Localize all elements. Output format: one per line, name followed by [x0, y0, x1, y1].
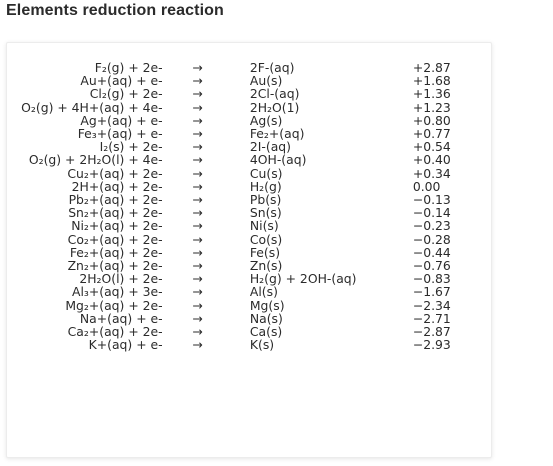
reactant-cell: Au+(aq) + e- — [80, 73, 163, 89]
potential-cell: −0.14 — [412, 205, 451, 221]
potential-cell: −0.13 — [412, 192, 451, 208]
arrow-icon: → — [192, 231, 203, 247]
table-row — [13, 299, 491, 312]
arrow-icon: → — [192, 73, 203, 89]
potential-cell: −0.83 — [412, 271, 451, 287]
arrow-icon: → — [192, 324, 203, 340]
arrow-icon: → — [192, 152, 203, 168]
potential-cell: 0.00 — [412, 178, 441, 194]
reactant-cell: I₂(s) + 2e- — [99, 139, 163, 155]
potential-cell: −0.76 — [412, 258, 451, 274]
product-cell: 2Cl-(aq) — [249, 86, 300, 102]
product-cell: Mg(s) — [249, 297, 285, 313]
reactant-cell: Fe₂+(aq) + 2e- — [69, 244, 163, 260]
reactant-cell: Al₃+(aq) + 3e- — [71, 284, 163, 300]
potential-cell: +1.36 — [412, 86, 451, 102]
reactant-cell: Mg₂+(aq) + 2e- — [65, 297, 163, 313]
reactant-cell: Ni₂+(aq) + 2e- — [71, 218, 163, 234]
arrow-icon: → — [192, 258, 203, 274]
reactant-cell: Zn₂+(aq) + 2e- — [67, 258, 163, 274]
reactant-cell: Fe₃+(aq) + e- — [77, 126, 163, 142]
arrow-icon: → — [192, 165, 203, 181]
arrow-icon: → — [192, 205, 203, 221]
product-cell: Fe(s) — [249, 244, 281, 260]
product-cell: Cu(s) — [249, 165, 283, 181]
reactant-cell: Sn₂+(aq) + 2e- — [68, 205, 163, 221]
product-cell: K(s) — [249, 337, 275, 353]
reactant-cell: O₂(g) + 2H₂O(l) + 4e- — [28, 152, 163, 168]
potential-cell: +2.87 — [412, 60, 451, 75]
potential-cell: +0.77 — [412, 126, 451, 142]
page-title: Elements reduction reaction — [6, 2, 224, 19]
potential-cell: −2.34 — [412, 297, 451, 313]
reactant-cell: O₂(g) + 4H+(aq) + 4e- — [21, 99, 163, 115]
reactions-card — [6, 42, 492, 458]
reduction-table — [13, 61, 491, 351]
product-cell: Fe₂+(aq) — [249, 126, 305, 142]
arrow-icon: → — [192, 244, 203, 260]
reactant-cell: Cl₂(g) + 2e- — [89, 86, 163, 102]
potential-cell: +0.54 — [412, 139, 451, 155]
table-row — [13, 233, 491, 246]
product-cell: H₂(g) — [249, 178, 282, 194]
product-cell: 2I-(aq) — [249, 139, 291, 155]
product-cell: Ag(s) — [249, 112, 283, 128]
table-row — [13, 87, 491, 100]
arrow-icon: → — [192, 60, 203, 75]
arrow-icon: → — [192, 284, 203, 300]
reactant-cell: Co₂+(aq) + 2e- — [67, 231, 163, 247]
arrow-icon: → — [192, 178, 203, 194]
table-row — [13, 167, 491, 180]
product-cell: Au(s) — [249, 73, 283, 89]
product-cell: Na(s) — [249, 310, 283, 326]
table-row — [13, 101, 491, 114]
potential-cell: −0.28 — [412, 231, 451, 247]
table-row — [13, 338, 491, 351]
arrow-icon: → — [192, 139, 203, 155]
arrow-icon: → — [192, 99, 203, 115]
product-cell: Al(s) — [249, 284, 278, 300]
table-row — [13, 285, 491, 298]
arrow-icon: → — [192, 337, 203, 353]
reactant-cell: 2H+(aq) + 2e- — [71, 178, 163, 194]
reactant-cell: K+(aq) + e- — [88, 337, 163, 353]
potential-cell: +1.68 — [412, 73, 451, 89]
product-cell: 2H₂O(1) — [249, 99, 300, 115]
product-cell: H₂(g) + 2OH-(aq) — [249, 271, 357, 287]
product-cell: 2F-(aq) — [249, 60, 295, 75]
reactant-cell: Pb₂+(aq) + 2e- — [68, 192, 163, 208]
product-cell: Sn(s) — [249, 205, 282, 221]
product-cell: Ni(s) — [249, 218, 279, 234]
arrow-icon: → — [192, 310, 203, 326]
table-row — [13, 153, 491, 166]
potential-cell: −0.44 — [412, 244, 451, 260]
arrow-icon: → — [192, 297, 203, 313]
arrow-icon: → — [192, 271, 203, 287]
reactant-cell: Na+(aq) + e- — [79, 310, 163, 326]
potential-cell: −2.87 — [412, 324, 451, 340]
reactant-cell: F₂(g) + 2e- — [94, 60, 163, 75]
reactant-cell: Ca₂+(aq) + 2e- — [67, 324, 163, 340]
product-cell: Pb(s) — [249, 192, 282, 208]
reactant-cell: 2H₂O(l) + 2e- — [79, 271, 163, 287]
potential-cell: −2.71 — [412, 310, 451, 326]
arrow-icon: → — [192, 86, 203, 102]
reactant-cell: Cu₂+(aq) + 2e- — [67, 165, 163, 181]
potential-cell: +0.40 — [412, 152, 451, 168]
product-cell: 4OH-(aq) — [249, 152, 307, 168]
potential-cell: −2.93 — [412, 337, 451, 353]
table-row — [13, 219, 491, 232]
reduction-table-body — [13, 61, 491, 351]
product-cell: Ca(s) — [249, 324, 283, 340]
reactant-cell: Ag+(aq) + e- — [80, 112, 163, 128]
potential-cell: +0.34 — [412, 165, 451, 181]
arrow-icon: → — [192, 126, 203, 142]
potential-cell: −0.23 — [412, 218, 451, 234]
potential-cell: −1.67 — [412, 284, 451, 300]
arrow-icon: → — [192, 112, 203, 128]
product-cell: Co(s) — [249, 231, 283, 247]
product-cell: Zn(s) — [249, 258, 283, 274]
potential-cell: +1.23 — [412, 99, 451, 115]
arrow-icon: → — [192, 192, 203, 208]
potential-cell: +0.80 — [412, 112, 451, 128]
arrow-icon: → — [192, 218, 203, 234]
